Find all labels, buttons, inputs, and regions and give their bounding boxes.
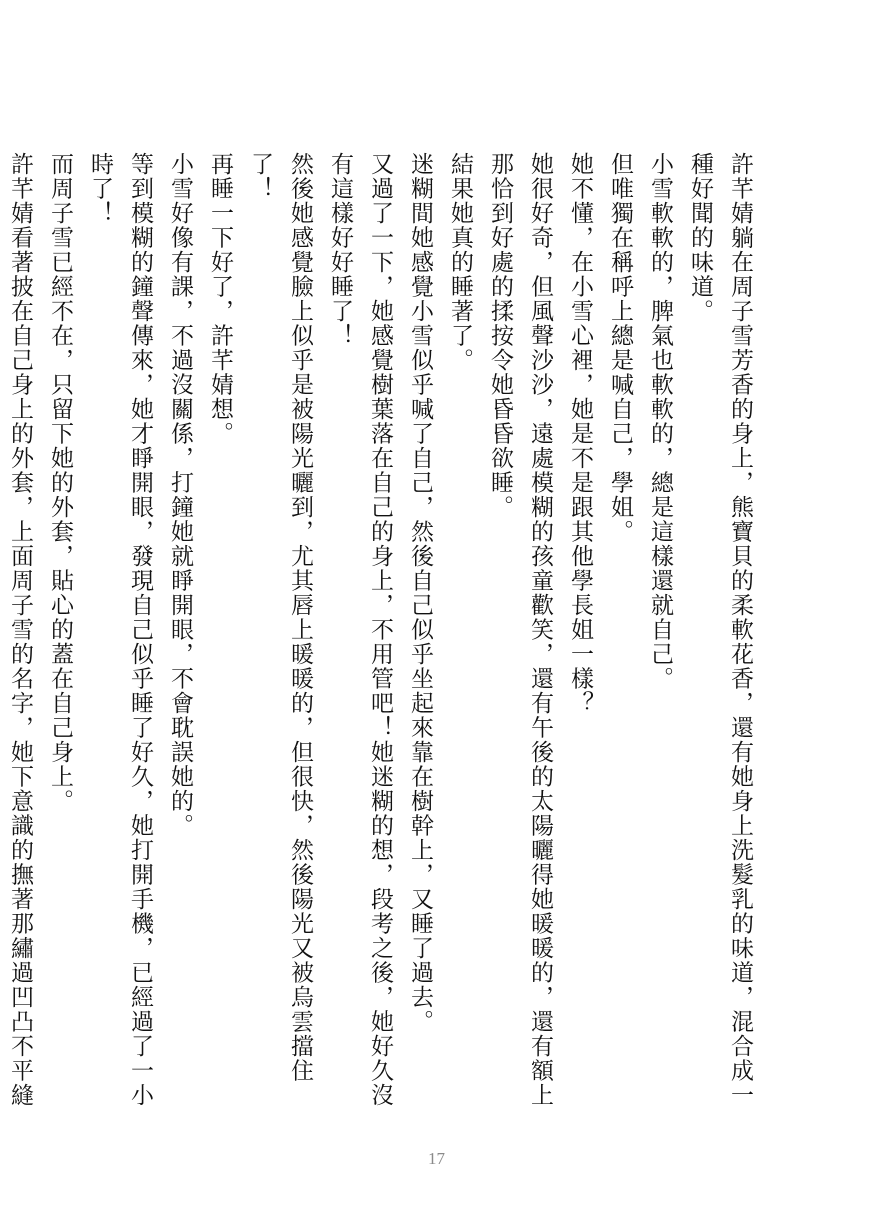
paragraph-11: 小雪好像有課，不過沒關係，打鐘她就睜開眼，不會耽誤她的。 xyxy=(167,152,193,838)
paragraph-12: 等到模糊的鐘聲傳來，她才睜開眼，發現自己似乎睡了好久，她打開手機，已經過了一小時了！ xyxy=(87,152,153,1108)
paragraph-7: 迷糊間她感覺小雪似乎喊了自己，然後自己似乎坐起來靠在樹幹上，又睡了過去。 xyxy=(407,152,433,1034)
paragraph-1: 許芊婧躺在周子雪芳香的身上，熊寶貝的柔軟花香，還有她身上洗髮乳的味道，混合成一種好聞的味道。 xyxy=(687,152,753,1108)
paragraph-8: 又過了一下，她感覺樹葉落在自己的身上，不用管吧！她迷糊的想，段考之後，她好久沒有這樣好好睡了！ xyxy=(327,152,393,1108)
paragraph-10: 再睡一下好了，許芊婧想。 xyxy=(207,152,233,446)
paragraph-4: 她不懂，在小雪心裡，她是不是跟其他學長姐一樣？ xyxy=(567,152,593,716)
paragraph-2: 小雪軟軟的，脾氣也軟軟的，總是這樣還就自己。 xyxy=(647,152,673,691)
paragraph-6: 結果她真的睡著了。 xyxy=(447,152,473,373)
paragraph-14: 許芊婧看著披在自己身上的外套，上面周子雪的名字，她下意識的撫著那繡過凹凸不平縫 xyxy=(7,152,33,1108)
paragraph-5: 她很好奇，但風聲沙沙，遠處模糊的孩童歡笑，還有午後的太陽曬得她暖暖的，還有額上那恰到好處的揉按令她昏昏欲睡。 xyxy=(487,152,553,1108)
vertical-text-body xyxy=(0,152,760,1122)
page-number: 17 xyxy=(428,1149,445,1168)
paragraph-3: 但唯獨在稱呼上總是喊自己，學姐。 xyxy=(607,152,633,544)
paragraph-13: 而周子雪已經不在，只留下她的外套，貼心的蓋在自己身上。 xyxy=(47,152,73,814)
paragraph-9: 然後她感覺臉上似乎是被陽光曬到，尤其唇上暖暖的，但很快，然後陽光又被烏雲擋住了！ xyxy=(247,152,313,1083)
